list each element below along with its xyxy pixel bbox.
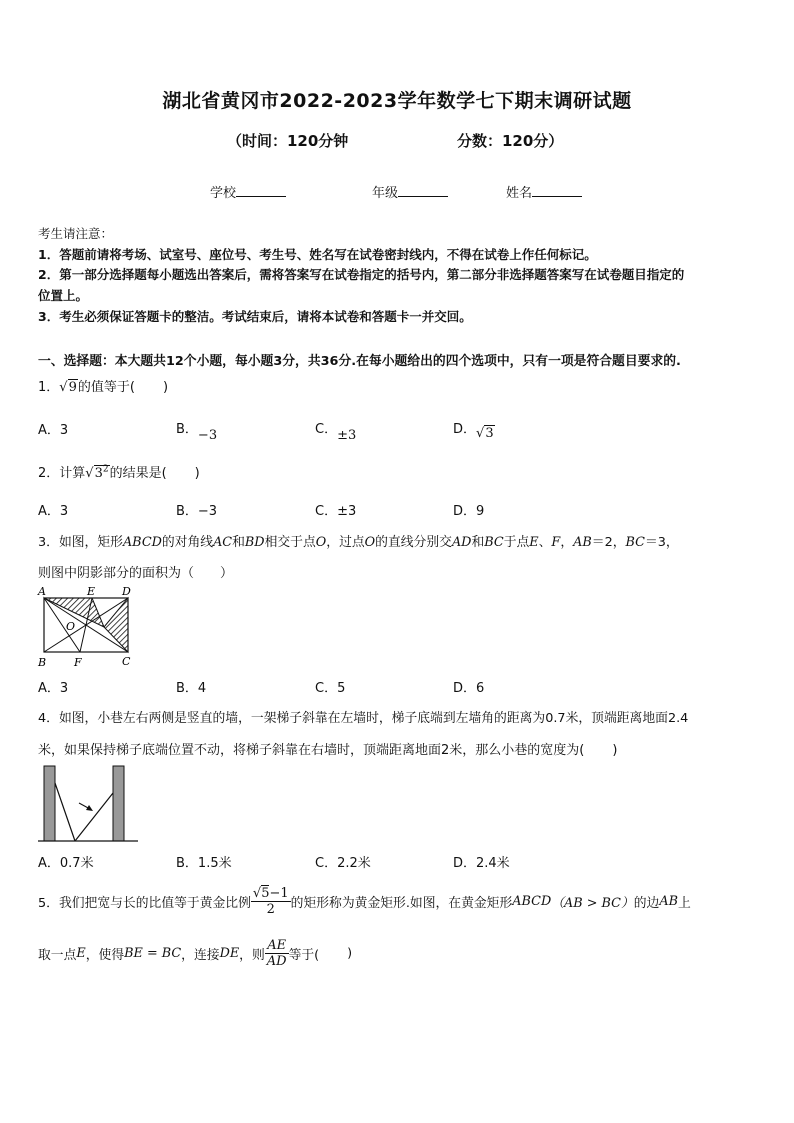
q3-t7: O bbox=[315, 535, 327, 550]
q3-t16: 、 bbox=[538, 535, 552, 550]
q4-close-paren: ) bbox=[612, 743, 618, 758]
q5-e: E bbox=[76, 946, 86, 961]
sqrt-symbol: √ bbox=[476, 426, 485, 441]
q4-ladder-left bbox=[55, 783, 75, 841]
q1-b-value: −3 bbox=[197, 428, 218, 443]
q3-t1: ABCD bbox=[122, 535, 162, 550]
q3-option-b[interactable]: B．4 bbox=[176, 681, 207, 696]
question-3-line2: 则图中阴影部分的面积为（ ） bbox=[38, 566, 234, 581]
q3-t2: 的对角线 bbox=[161, 535, 214, 550]
q5-l2-text-a: 取一点 bbox=[38, 948, 77, 963]
q3-t11: AD bbox=[451, 535, 472, 550]
exam-time: （时间：120分钟 bbox=[227, 132, 349, 150]
page-title: 湖北省黄冈市2022-2023学年数学七下期末调研试题 bbox=[162, 90, 632, 112]
q3-option-c[interactable]: C．5 bbox=[315, 681, 346, 696]
q3-label-e: E bbox=[87, 585, 96, 598]
q1-radicand: 9 bbox=[68, 380, 77, 395]
q2-text: 的结果是( bbox=[109, 466, 167, 481]
q3-label-c: C bbox=[122, 655, 131, 668]
q3-label-d: D bbox=[122, 585, 131, 598]
q3-t10: 的直线分别交 bbox=[375, 535, 452, 550]
q3-t15: E bbox=[529, 535, 539, 550]
q5-abcd: ABCD bbox=[512, 894, 552, 909]
q3-t4: 和 bbox=[232, 535, 245, 550]
q2-prefix: 2．计算 bbox=[38, 466, 86, 481]
grade-label: 年级 bbox=[372, 186, 399, 201]
q2-option-b[interactable]: B．−3 bbox=[176, 504, 218, 519]
school-blank bbox=[236, 184, 286, 197]
q5-frac-num-rest: −1 bbox=[269, 886, 289, 901]
q3-label-b: B bbox=[38, 656, 47, 668]
question-3-line1 bbox=[38, 531, 679, 550]
q5-frac-denominator: 2 bbox=[266, 902, 275, 917]
q3-label-o: O bbox=[66, 620, 76, 633]
q3-t5: BD bbox=[244, 535, 265, 550]
question-2 bbox=[38, 462, 200, 481]
q1-d-radicand: 3 bbox=[485, 426, 494, 441]
q3-t20: ＝2， bbox=[591, 535, 626, 550]
question-1 bbox=[38, 376, 168, 395]
question-4-line1: 4．如图，小巷左右两侧是竖直的墙，一架梯子斜靠在左墙时，梯子底端到左墙角的距离为0.7米，顶端距离地面2.4 bbox=[38, 711, 689, 726]
q1-close-paren: ) bbox=[162, 380, 169, 395]
q3-rectangle-figure bbox=[36, 584, 146, 668]
q5-ab: AB bbox=[659, 894, 678, 909]
q5-de: DE bbox=[219, 946, 240, 961]
q4-option-c[interactable]: C．2.2米 bbox=[315, 856, 371, 871]
q4-right-wall bbox=[113, 766, 124, 841]
q5-l2-text-b: ，使得 bbox=[85, 948, 125, 963]
q5-text-1: 5．我们把宽与长的比值等于黄金比例 bbox=[38, 896, 251, 911]
q5-l2-text-d: ，则 bbox=[239, 948, 265, 963]
q5-golden-ratio-fraction bbox=[251, 886, 291, 917]
name-label: 姓名 bbox=[506, 186, 533, 201]
sqrt-symbol: √ bbox=[85, 466, 94, 481]
name-blank bbox=[532, 184, 582, 197]
q1-b-label: B． bbox=[176, 422, 198, 437]
q1-option-c[interactable] bbox=[315, 418, 357, 443]
q5-frac-radicand: 5 bbox=[261, 886, 270, 901]
question-5-line1 bbox=[38, 886, 691, 917]
note-2a: 2．第一部分选择题每小题选出答案后，需将答案写在试卷指定的括号内，第二部分非选择题答案写在试卷题目指定的 bbox=[38, 267, 685, 282]
q3-label-a: A bbox=[38, 585, 46, 598]
note-3: 3．考生必须保证答题卡的整洁。考试结束后，请将本试卷和答题卡一并交回。 bbox=[38, 309, 472, 324]
grade-field bbox=[372, 182, 448, 201]
q1-c-label: C． bbox=[315, 422, 338, 437]
school-label: 学校 bbox=[210, 186, 237, 201]
q3-t18: ， bbox=[560, 535, 574, 550]
q1-text: 的值等于( bbox=[77, 380, 135, 395]
q4-line2-text: 米，如果保持梯子底端位置不动，将梯子斜靠在右墙时，顶端距离地面2米，那么小巷的宽度为( bbox=[38, 743, 585, 758]
q2-option-c[interactable]: C．±3 bbox=[315, 504, 357, 519]
q3-option-d[interactable]: D．6 bbox=[453, 681, 485, 696]
q3-option-a[interactable]: A．3 bbox=[38, 681, 69, 696]
q5-text-2: 的矩形称为黄金矩形.如图，在黄金矩形 bbox=[290, 896, 513, 911]
q3-label-f: F bbox=[74, 656, 82, 668]
q5-close-paren: ) bbox=[347, 946, 353, 961]
q3-t19: AB bbox=[573, 535, 592, 550]
q3-t9: O bbox=[364, 535, 376, 550]
q3-t0: 3．如图，矩形 bbox=[38, 535, 123, 550]
q1-c-value: ±3 bbox=[337, 428, 357, 443]
sqrt-symbol: √ bbox=[59, 380, 68, 395]
exam-score: 分数：120分） bbox=[457, 132, 564, 150]
question-4-line2 bbox=[38, 739, 617, 758]
q4-option-a[interactable]: A．0.7米 bbox=[38, 856, 94, 871]
q5-ratio-fraction bbox=[265, 938, 289, 969]
notes-heading: 考生请注意： bbox=[38, 226, 114, 241]
q3-t17: F bbox=[551, 535, 561, 550]
q2-option-d[interactable]: D．9 bbox=[453, 504, 485, 519]
q3-t14: 于点 bbox=[503, 535, 530, 550]
q1-number: 1． bbox=[38, 380, 60, 395]
q3-t6: 相交于点 bbox=[264, 535, 316, 550]
q5-condition: （AB > BC） bbox=[551, 896, 634, 911]
q2-option-a[interactable]: A．3 bbox=[38, 504, 69, 519]
q1-option-b[interactable] bbox=[176, 418, 218, 443]
q3-t21: BC bbox=[625, 535, 645, 550]
q2-radicand bbox=[94, 465, 110, 481]
q3-t22: ＝3， bbox=[644, 535, 679, 550]
name-field bbox=[506, 182, 582, 201]
q2-exponent: 2 bbox=[102, 464, 109, 475]
sqrt-symbol: √ bbox=[252, 886, 262, 901]
q1-option-a[interactable]: A．3 bbox=[38, 423, 69, 438]
q5-ratio-numerator: AE bbox=[265, 938, 289, 954]
note-2b: 位置上。 bbox=[38, 288, 89, 303]
q5-equation: BE = BC bbox=[124, 946, 182, 961]
q3-t3: AC bbox=[213, 535, 233, 550]
grade-blank bbox=[398, 184, 448, 197]
q3-t12: 和 bbox=[471, 535, 485, 550]
school-field bbox=[210, 182, 286, 201]
q4-arrow-head bbox=[86, 805, 93, 811]
section-heading: 一、选择题：本大题共12个小题，每小题3分，共36分.在每小题给出的四个选项中，只有一项是符合题目要求的. bbox=[38, 354, 681, 369]
q4-left-wall bbox=[44, 766, 55, 841]
q4-alley-figure bbox=[38, 763, 138, 843]
q2-base: 3 bbox=[94, 466, 103, 481]
q5-text-3: 的边 bbox=[633, 896, 660, 911]
note-1: 1．答题前请将考场、试室号、座位号、考生号、姓名写在试卷密封线内，不得在试卷上作任何标记。 bbox=[38, 247, 597, 262]
q2-close-paren: ) bbox=[194, 466, 200, 481]
q5-l2-text-c: ，连接 bbox=[181, 948, 220, 963]
q5-l2-text-e: 等于( bbox=[288, 948, 320, 963]
q4-ladder-right bbox=[75, 793, 113, 841]
q1-d-label: D． bbox=[453, 422, 477, 437]
q5-ratio-denominator: AD bbox=[266, 954, 287, 969]
question-5-line2 bbox=[38, 938, 352, 969]
q4-option-d[interactable]: D．2.4米 bbox=[453, 856, 510, 871]
q1-option-d[interactable] bbox=[453, 418, 495, 441]
q3-t8: ，过点 bbox=[326, 535, 365, 550]
q4-option-b[interactable]: B．1.5米 bbox=[176, 856, 232, 871]
q3-t13: BC bbox=[484, 535, 504, 550]
q5-text-4: 上 bbox=[678, 896, 691, 911]
